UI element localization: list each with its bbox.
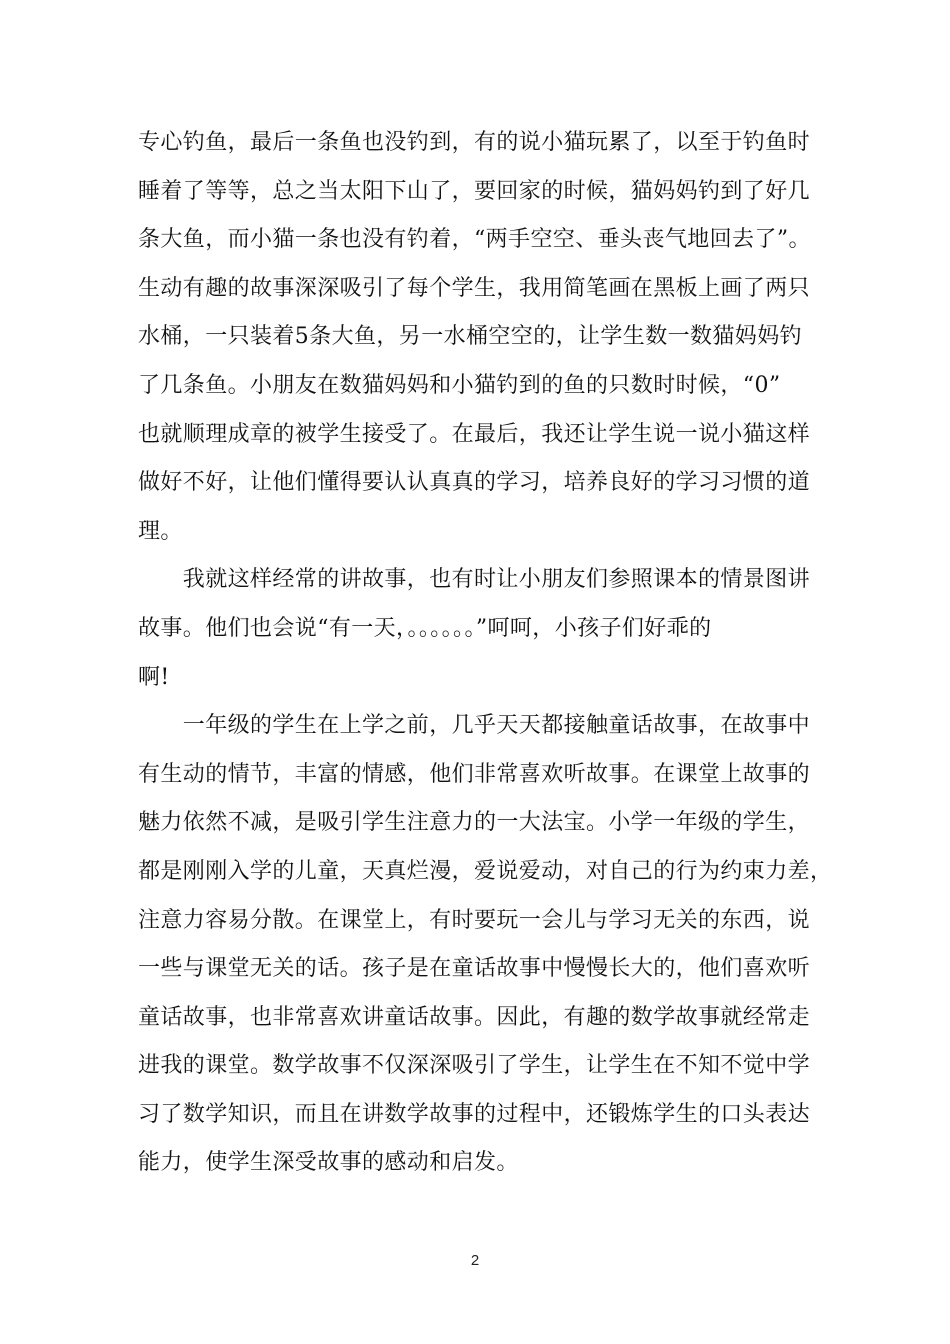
text-line: 水桶，一只装着5条大鱼，另一水桶空空的，让学生数一数猫妈妈钓: [138, 324, 802, 350]
text-line: 我就这样经常的讲故事，也有时让小朋友们参照课本的情景图讲: [138, 567, 811, 593]
text-line: 进我的课堂。数学故事不仅深深吸引了学生，让学生在不知不觉中学: [138, 1053, 811, 1079]
text-line: 注意力容易分散。在课堂上，有时要玩一会儿与学习无关的东西，说: [138, 907, 811, 933]
text-line: 能力，使学生深受故事的感动和启发。: [138, 1150, 519, 1176]
page-number: 2: [470, 1252, 480, 1269]
text-line: 习了数学知识，而且在讲数学故事的过程中，还锻炼学生的口头表达: [138, 1101, 811, 1127]
text-line: 做好不好，让他们懂得要认认真真的学习，培养良好的学习习惯的道: [138, 470, 811, 496]
text-line: 睡着了等等，总之当太阳下山了，要回家的时候，猫妈妈钓到了好几: [138, 178, 811, 204]
text-line: 专心钓鱼，最后一条鱼也没钓到，有的说小猫玩累了，以至于钓鱼时: [138, 130, 811, 155]
text-line: 生动有趣的故事深深吸引了每个学生，我用简笔画在黑板上画了两只: [138, 275, 811, 301]
text-line: 啊!: [138, 664, 170, 690]
text-line: 理。: [138, 518, 183, 544]
text-line: 条大鱼，而小猫一条也没有钓着，“两手空空、垂头丧气地回去了”。: [138, 227, 811, 253]
text-line: 一些与课堂无关的话。孩子是在童话故事中慢慢长大的，他们喜欢听: [138, 956, 811, 982]
text-line: 故事。他们也会说“有一天，。。。。。。”呵呵，小孩子们好乖的: [138, 615, 712, 641]
text-line: 有生动的情节，丰富的情感，他们非常喜欢听故事。在课堂上故事的: [138, 761, 811, 787]
text-line: 都是刚刚入学的儿童，天真烂漫，爱说爱动，对自己的行为约束力差，: [138, 858, 833, 884]
text-line: 也就顺理成章的被学生接受了。在最后，我还让学生说一说小猫这样: [138, 421, 811, 447]
text-line: 了几条鱼。小朋友在数猫妈妈和小猫钓到的鱼的只数时时候，“0”: [138, 372, 781, 398]
text-line: 一年级的学生在上学之前，几乎天天都接触童话故事，在故事中: [138, 713, 811, 739]
text-line: 童话故事，也非常喜欢讲童话故事。因此，有趣的数学故事就经常走: [138, 1004, 811, 1030]
body-text: [138, 119, 838, 1188]
text-line: 魅力依然不减，是吸引学生注意力的一大法宝。小学一年级的学生，: [138, 810, 811, 836]
